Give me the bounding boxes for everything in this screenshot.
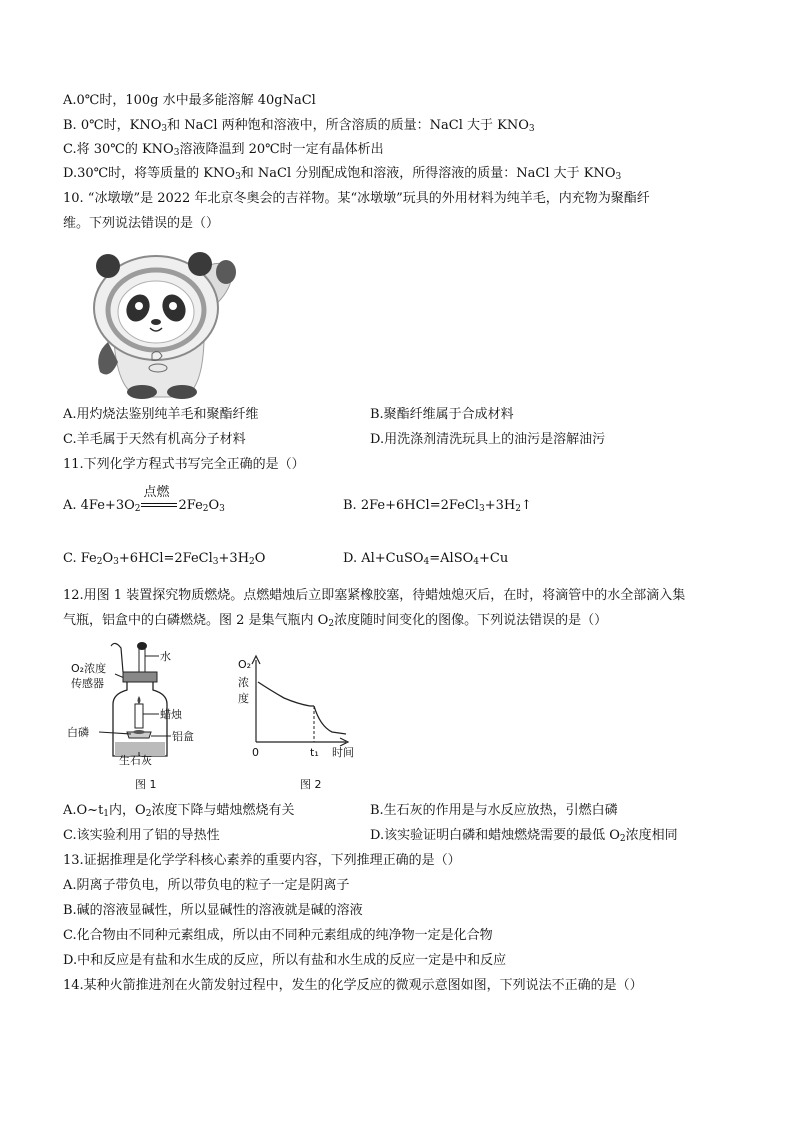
- q9-option-d: D.30℃时，将等质量的 $KNO_3$和 NaCl 分别配成饱和溶液，所得溶液的质量：NaCl 大于 $KNO_3$: [63, 166, 622, 182]
- y-axis-label-du: 度: [238, 692, 249, 705]
- q10-option-c: C.羊毛属于天然有机高分子材料: [63, 432, 246, 447]
- q11-option-b: B. $2Fe+6HCl=2FeCl_3+3H_2↑$: [343, 498, 532, 514]
- q14-stem: 14.某种火箭推进剂在火箭发射过程中，发生的化学反应的微观示意图如图，下列说法不正确的是（）: [63, 978, 643, 993]
- label-o2-sensor-line2: 传感器: [71, 677, 104, 690]
- q11-option-a: A. $4Fe+3O_2$ 点燃 $2Fe_2O_3$: [63, 484, 225, 514]
- q12-option-c: C.该实验利用了铝的导热性: [63, 828, 220, 843]
- o2-concentration-curve: [258, 682, 314, 706]
- q13-option-a: A.阴离子带负电，所以带负电的粒子一定是阴离子: [63, 878, 350, 893]
- q11-stem: 11.下列化学方程式书写完全正确的是（）: [63, 457, 305, 472]
- q9-option-a: A.0℃时，100g 水中最多能溶解 40gNaCl: [63, 93, 316, 108]
- x-axis-label: 时间: [332, 746, 354, 759]
- label-candle: 蜡烛: [160, 708, 182, 721]
- t1-label: t₁: [310, 746, 319, 759]
- label-water: 水: [160, 650, 171, 663]
- mascot-image: [74, 242, 244, 402]
- q13-stem: 13.证据推理是化学学科核心素养的重要内容，下列推理正确的是（）: [63, 853, 461, 868]
- q12-stem-line2: 气瓶，铝盒中的白磷燃烧。图 2 是集气瓶内 $O_2$浓度随时间变化的图像。下列说法错误的是（）: [63, 613, 608, 629]
- q10-stem-line2: 维。下列说法错误的是（）: [63, 216, 220, 231]
- figure-2-chart: [228, 638, 368, 798]
- origin-label: 0: [252, 746, 259, 759]
- q10-option-b: B.聚酯纤维属于合成材料: [370, 407, 514, 422]
- q10-option-d: D.用洗涤剂清洗玩具上的油污是溶解油污: [370, 432, 606, 447]
- q13-option-c: C.化合物由不同种元素组成，所以由不同种元素组成的纯净物一定是化合物: [63, 928, 493, 943]
- figure-1-apparatus: [63, 638, 228, 798]
- q12-option-d: D.该实验证明白磷和蜡烛燃烧需要的最低 $O_2$浓度相同: [370, 828, 678, 844]
- q12-option-b: B.生石灰的作用是与水反应放热，引燃白磷: [370, 803, 618, 818]
- q10-stem-line1: 10. “冰墩墩”是 2022 年北京冬奥会的吉祥物。某“冰墩墩”玩具的外用材料为纯羊毛，内充物为聚酯纤: [63, 191, 650, 206]
- q13-option-d: D.中和反应是有盐和水生成的反应，所以有盐和水生成的反应一定是中和反应: [63, 953, 507, 968]
- y-axis-label-o2: O₂: [238, 658, 252, 671]
- label-al-box: 铝盒: [172, 730, 194, 743]
- q13-option-b: B.碱的溶液显碱性，所以显碱性的溶液就是碱的溶液: [63, 903, 363, 918]
- q11-option-c: C. $Fe_2O_3+6HCl=2FeCl_3+3H_2O$: [63, 551, 266, 567]
- q11-option-d: D. Al+CuSO$_4$=AlSO$_4$+Cu: [343, 551, 509, 567]
- figure-2-caption: 图 2: [300, 778, 322, 791]
- y-axis-label-nong: 浓: [238, 676, 249, 689]
- q9-option-c: C.将 30℃的 $KNO_3$溶液降温到 20℃时一定有晶体析出: [63, 142, 384, 158]
- q12-option-a: $A.O\sim t_1$内，$O_2$浓度下降与蜡烛燃烧有关: [63, 803, 295, 819]
- q12-stem-line1: 12.用图 1 装置探究物质燃烧。点燃蜡烛后立即塞紧橡胶塞，待蜡烛熄灭后，在时，将滴管中的水全部滴入集: [63, 588, 686, 603]
- label-white-phosphorus: 白磷: [67, 726, 89, 739]
- label-quicklime: 生石灰: [119, 754, 152, 767]
- q9-option-b: B. 0℃时，$KNO_3$和 NaCl 两种饱和溶液中，所含溶质的质量：NaCl 大于 $KNO_3$: [63, 118, 535, 134]
- q10-option-a: A.用灼烧法鉴别纯羊毛和聚酯纤维: [63, 407, 259, 422]
- figure-1-caption: 图 1: [135, 778, 157, 791]
- reaction-condition: 点燃: [141, 500, 177, 512]
- label-o2-sensor-line1: O₂浓度: [71, 662, 107, 675]
- o2-concentration-drop: [314, 706, 346, 734]
